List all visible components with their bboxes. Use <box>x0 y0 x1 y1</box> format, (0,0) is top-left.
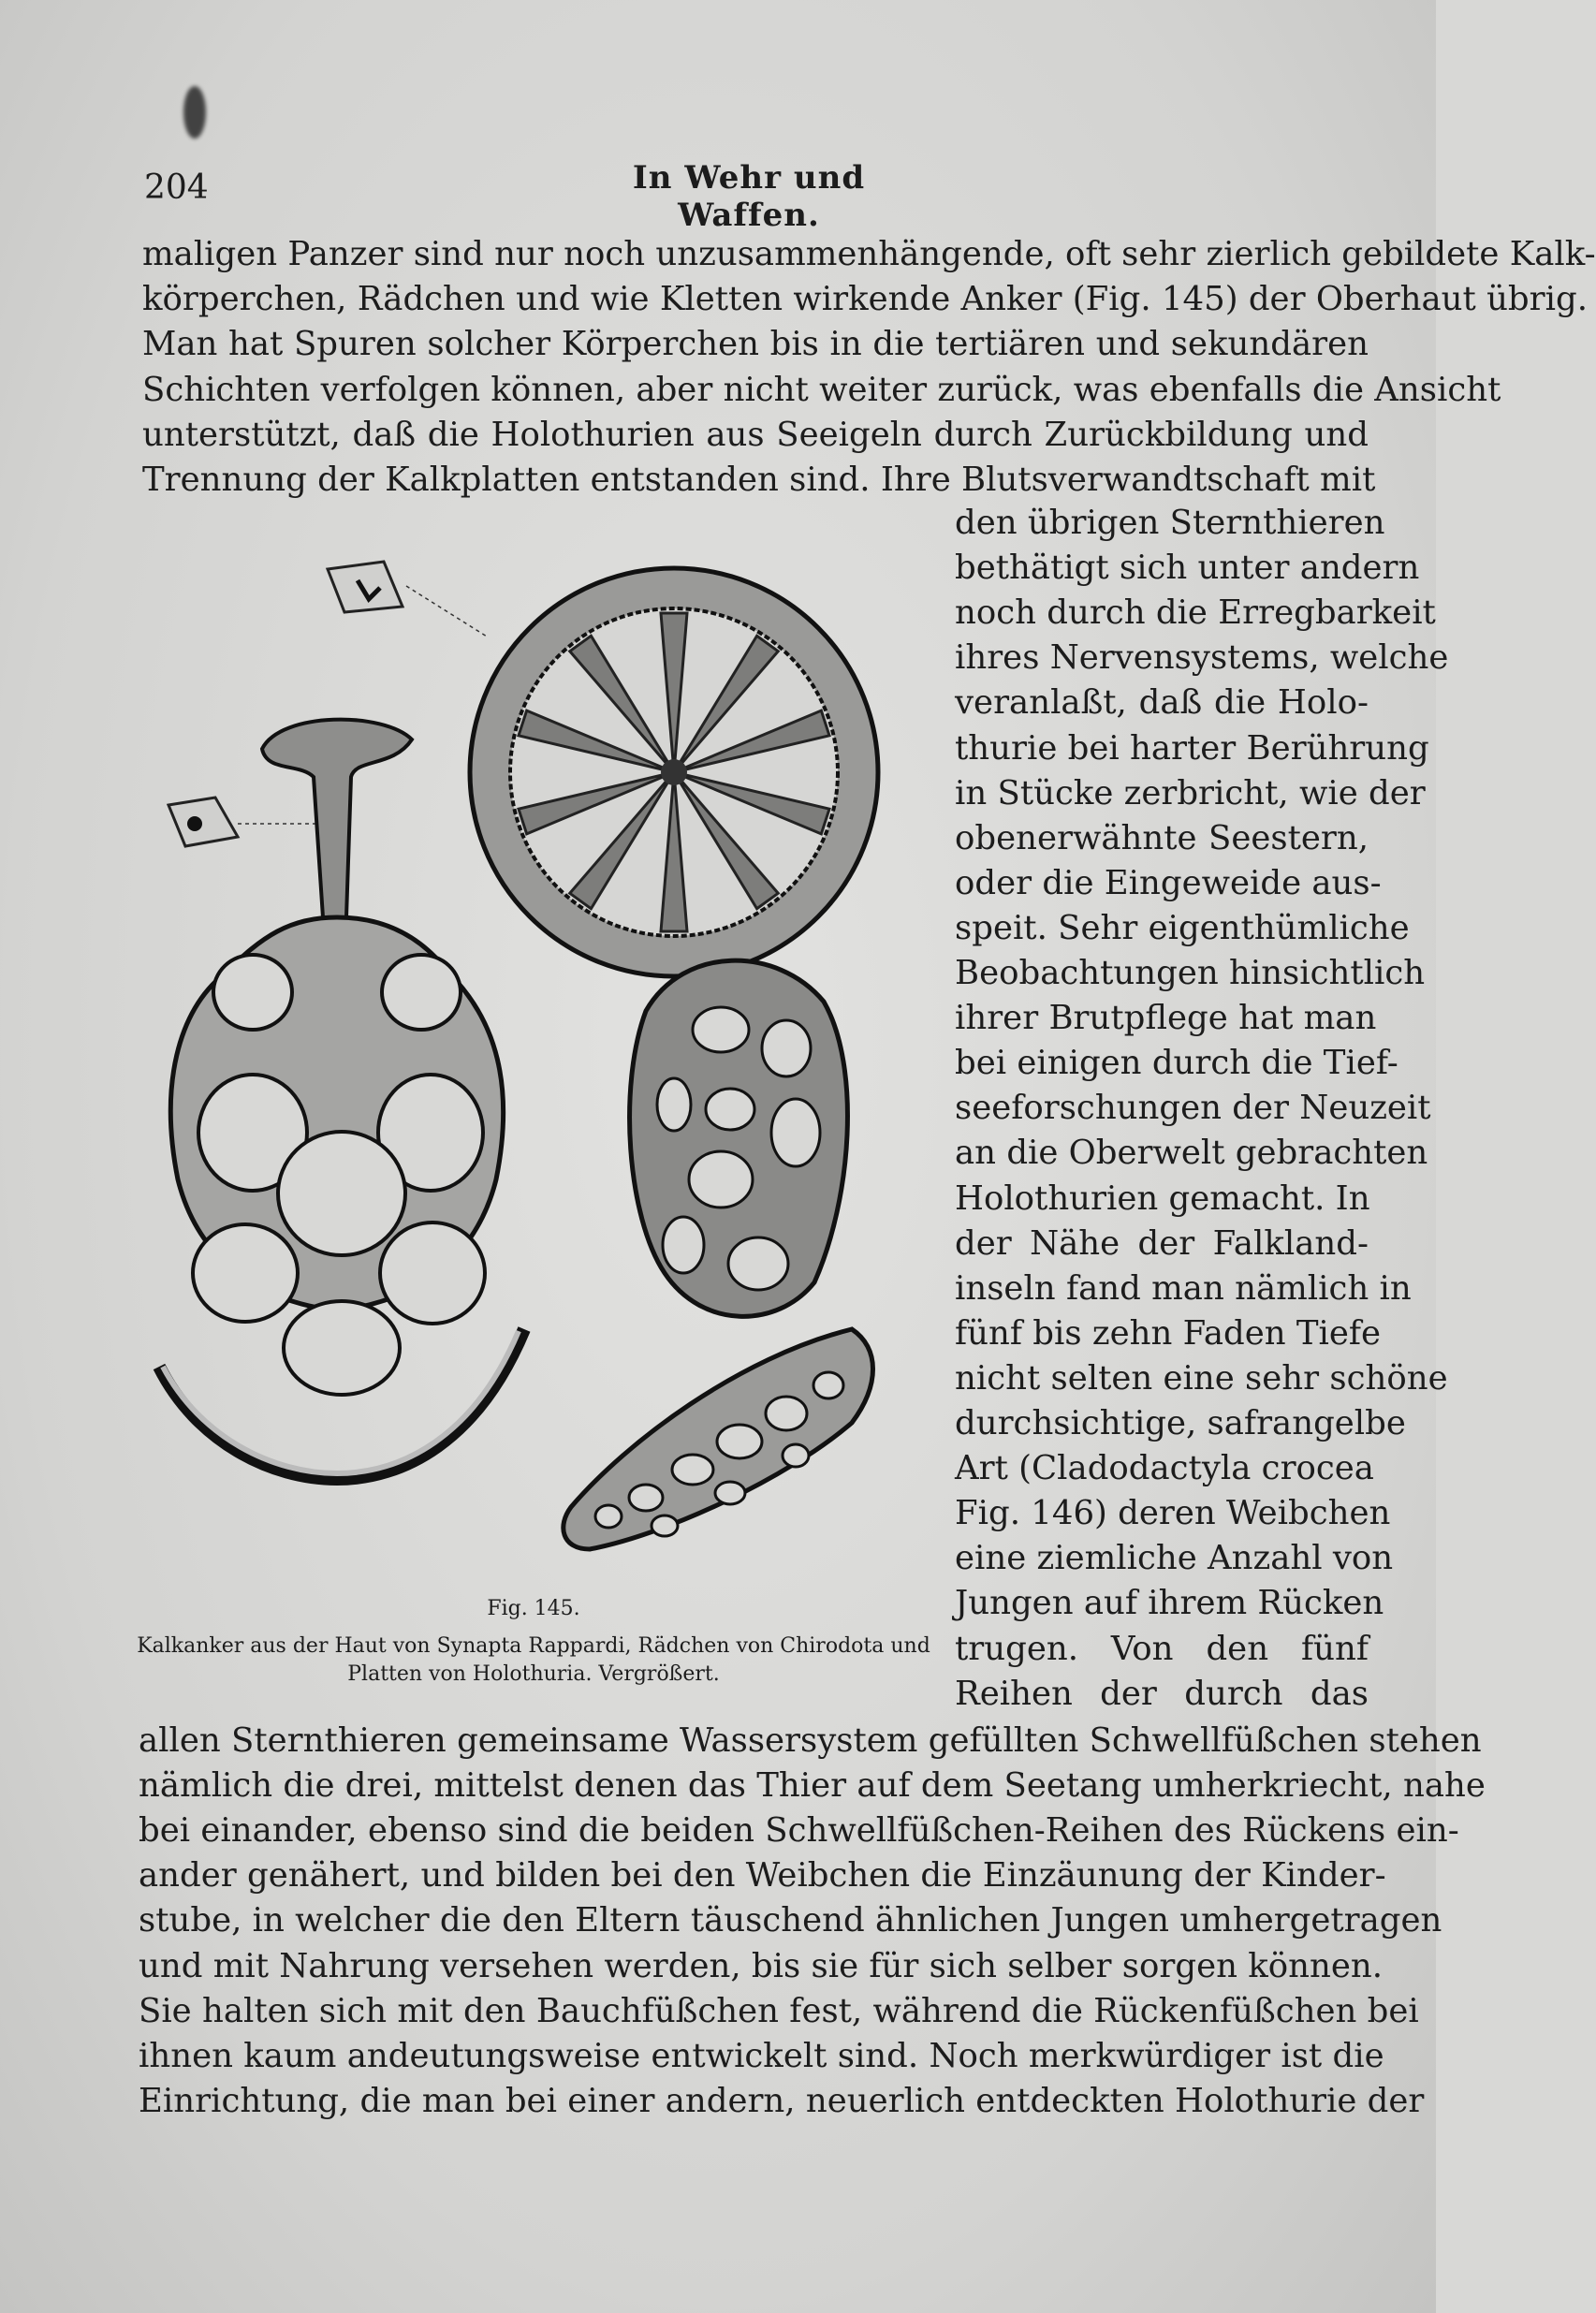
text-line: bethätigt sich unter andern <box>955 549 1420 588</box>
figure-label: Fig. 145. <box>487 1597 580 1620</box>
text-line: eine ziemliche Anzahl von <box>955 1539 1394 1578</box>
text-line: ihnen kaum andeutungsweise entwickelt sind. Noch merkwürdiger ist die <box>139 2036 1384 2075</box>
text-line: Art (Cladodactyla crocea <box>955 1449 1374 1488</box>
text-line: Holothurien gemacht. In <box>955 1178 1370 1218</box>
text-line: ihres Nervensystems, welche <box>955 638 1449 678</box>
text-line: durchsichtige, safrangelbe <box>955 1404 1406 1442</box>
text-line: Schichten verfolgen können, aber nicht weiter zurück, was ebenfalls die Ansicht <box>142 370 1501 409</box>
text-line: nämlich die drei, mittelst denen das Thier auf dem Seetang umherkriecht, nahe <box>139 1766 1486 1806</box>
text-line: in Stücke zerbricht, wie der <box>955 773 1426 812</box>
text-line: Fig. 146) deren Weibchen <box>955 1494 1391 1533</box>
text-line: Reihen der durch das <box>955 1674 1369 1713</box>
text-line: Beobachtungen hinsichtlich <box>955 954 1426 992</box>
text-line: den übrigen Sternthieren <box>955 504 1385 542</box>
text-line: unterstützt, daß die Holothurien aus Seeigeln durch Zurückbildung und <box>142 415 1369 454</box>
text-line: oder die Eingeweide aus- <box>955 863 1382 902</box>
text-line: körperchen, Rädchen und wie Kletten wirkende Anker (Fig. 145) der Oberhaut übrig. <box>142 280 1588 319</box>
text-line: bei einigen durch die Tief- <box>955 1044 1398 1083</box>
text-line: Jungen auf ihrem Rücken <box>955 1584 1384 1623</box>
text-line: inseln fand man nämlich in <box>955 1268 1412 1308</box>
text-line: nicht selten eine sehr schöne <box>955 1358 1448 1398</box>
holothuria-plate-large <box>630 960 848 1316</box>
holothuria-plate-small <box>564 1329 873 1549</box>
text-line: der Nähe der Falkland- <box>955 1223 1369 1263</box>
text-line: stube, in welcher die den Eltern täuschend ähnlichen Jungen umhergetragen <box>139 1901 1442 1940</box>
text-line: speit. Sehr eigenthümliche <box>955 908 1410 947</box>
ink-smudge <box>183 86 206 139</box>
chirodota-wheel <box>470 568 878 976</box>
text-line: fünf bis zehn Faden Tiefe <box>955 1313 1382 1353</box>
page-number: 204 <box>144 168 209 207</box>
text-line: an die Oberwelt gebrachten <box>955 1134 1428 1173</box>
text-line: Einrichtung, die man bei einer andern, neuerlich entdeckten Holothurie der <box>139 2081 1425 2120</box>
text-line: obenerwähnte Seestern, <box>955 818 1369 857</box>
text-line: noch durch die Erregbarkeit <box>955 593 1436 633</box>
text-line: Trennung der Kalkplatten entstanden sind. Ihre Blutsverwandtschaft mit <box>142 461 1376 499</box>
text-line: Man hat Spuren solcher Körperchen bis in die tertiären und sekundären <box>142 325 1369 364</box>
text-line: und mit Nahrung versehen werden, bis sie für sich selber sorgen können. <box>139 1946 1383 1985</box>
running-title: In Wehr und Waffen. <box>632 159 866 234</box>
pointer-label-anchor <box>168 798 328 846</box>
text-line: ihrer Brutpflege hat man <box>955 999 1377 1038</box>
text-line: trugen. Von den fünf <box>955 1629 1369 1668</box>
text-line: ander genähert, und bilden bei den Weibchen die Einzäunung der Kinder- <box>139 1856 1386 1896</box>
text-line: bei einander, ebenso sind die beiden Schwellfüßchen-Reihen des Rückens ein- <box>139 1811 1459 1851</box>
text-line: maligen Panzer sind nur noch unzusammenhängende, oft sehr zierlich gebildete Kalk- <box>142 235 1596 273</box>
text-line: thurie bei harter Berührung <box>955 728 1429 768</box>
text-line: veranlaßt, daß die Holo- <box>955 683 1369 723</box>
pointer-label-wheel <box>328 562 487 637</box>
text-line: allen Sternthieren gemeinsame Wassersystem gefüllten Schwellfüßchen stehen <box>139 1721 1482 1760</box>
text-line: seeforschungen der Neuzeit <box>955 1089 1431 1128</box>
figure-caption: Kalkanker aus der Haut von Synapta Rappardi, Rädchen von Chirodota und Platten von Holothuria. Vergrößert. <box>137 1634 930 1686</box>
figure-145-illustration <box>140 524 917 1591</box>
text-line: Sie halten sich mit den Bauchfüßchen fest, während die Rückenfüßchen bei <box>139 1991 1419 2030</box>
